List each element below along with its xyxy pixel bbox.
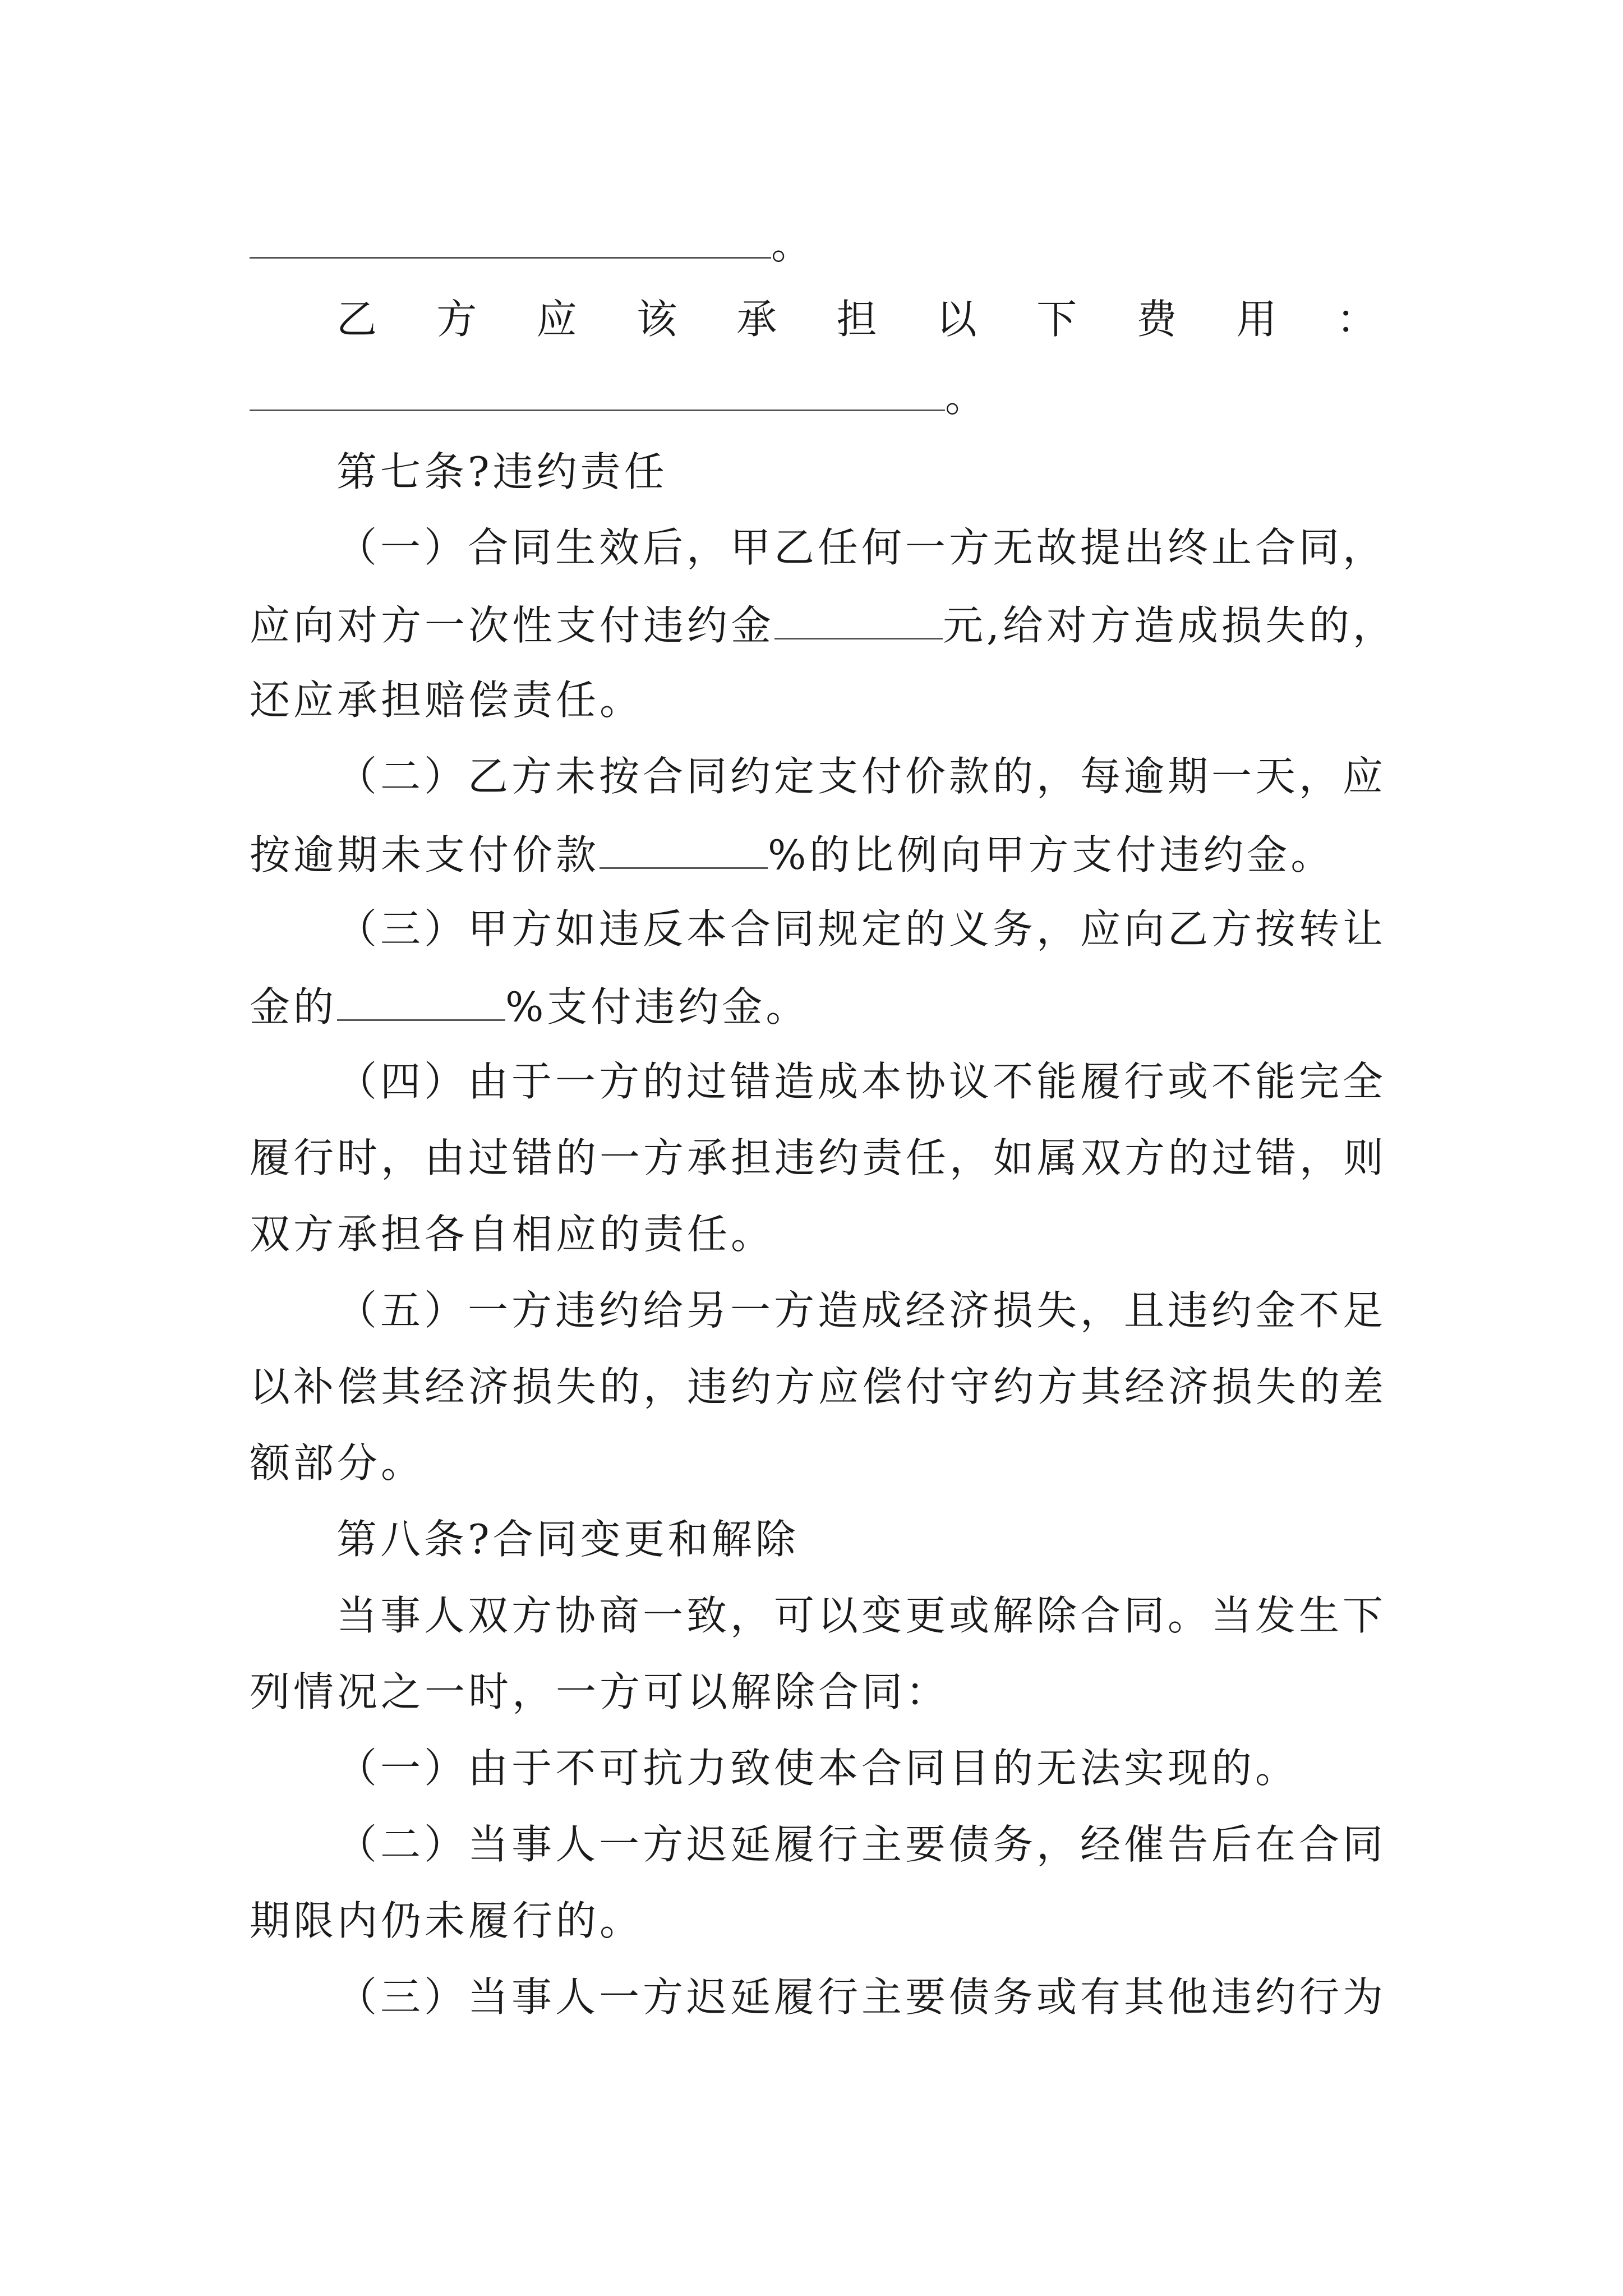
blank-underline (250, 222, 771, 259)
a7-p5-line2: 以补偿其经济损失的，违约方应偿付守约方其经济损失的差 (250, 1363, 1387, 1410)
fee-char: 该 (636, 296, 677, 343)
fee-line (336, 296, 1377, 343)
a8-c2-line1: （二）当事人一方迟延履行主要债务，经催告后在合同 (336, 1821, 1387, 1868)
a7-p2-text: %的比例向甲方支付违约金。 (768, 831, 1335, 878)
a7-p1-line3: 还应承担赔偿责任。 (250, 677, 644, 724)
a7-p4-line3: 双方承担各自相应的责任。 (250, 1211, 775, 1258)
fee-char: 应 (536, 296, 577, 343)
a7-p1-line2 (250, 602, 1396, 649)
a7-p1-line1: （一）合同生效后，甲乙任何一方无故提出终止合同， (336, 524, 1387, 571)
fee-char: 用 (1236, 296, 1277, 343)
a7-p3-text: 金的 (250, 983, 338, 1030)
a8-intro-line2: 列情况之一时，一方可以解除合同： (250, 1668, 950, 1715)
fee-char: 下 (1036, 296, 1077, 343)
fill-line-1 (250, 221, 1377, 268)
fee-line-blank (250, 374, 1377, 421)
a7-p4-line1: （四）由于一方的过错造成本协议不能履行或不能完全 (336, 1058, 1387, 1105)
blank-underline (600, 832, 768, 869)
fee-char: 费 (1136, 296, 1177, 343)
a7-p3-line2 (250, 983, 1377, 1030)
blank-underline (337, 984, 505, 1021)
fee-char: 承 (736, 296, 777, 343)
a8-c1: （一）由于不可抗力致使本合同目的无法实现的。 (336, 1745, 1299, 1792)
fill-line-1-end: 。 (771, 221, 815, 268)
fee-char: 担 (836, 296, 877, 343)
a7-p3-line1: （三）甲方如违反本合同规定的义务，应向乙方按转让 (336, 905, 1387, 953)
a7-p5-line3: 额部分。 (250, 1439, 425, 1487)
a7-p2-line1: （二）乙方未按合同约定支付价款的，每逾期一天，应 (336, 753, 1387, 800)
fee-char: 乙 (336, 296, 377, 343)
fee-char: 方 (436, 296, 477, 343)
fee-char: ： (1336, 296, 1377, 343)
a7-p2-line2 (250, 831, 1377, 878)
a7-p2-text: 按逾期未支付价款 (250, 831, 600, 878)
article-8-title: 第八条?合同变更和解除 (336, 1516, 799, 1563)
a7-p1-text: 元,给对方造成损失的， (943, 602, 1396, 649)
fee-line-end: 。 (945, 374, 989, 421)
a8-c3: （三）当事人一方迟延履行主要债务或有其他违约行为 (336, 1973, 1387, 2021)
a8-c2-line2: 期限内仍未履行的。 (250, 1897, 644, 1944)
blank-underline (774, 603, 943, 639)
fee-char: 以 (936, 296, 977, 343)
a7-p5-line1: （五）一方违约给另一方造成经济损失，且违约金不足 (336, 1287, 1387, 1334)
a8-intro-line1: 当事人双方协商一致，可以变更或解除合同。当发生下 (336, 1592, 1387, 1639)
blank-underline (250, 375, 945, 411)
article-7-title: 第七条?违约责任 (336, 448, 668, 495)
a7-p1-text: 应向对方一次性支付违约金 (250, 602, 775, 649)
a7-p4-line2: 履行时，由过错的一方承担违约责任，如属双方的过错，则 (250, 1134, 1387, 1181)
a7-p3-text: %支付违约金。 (505, 983, 810, 1030)
